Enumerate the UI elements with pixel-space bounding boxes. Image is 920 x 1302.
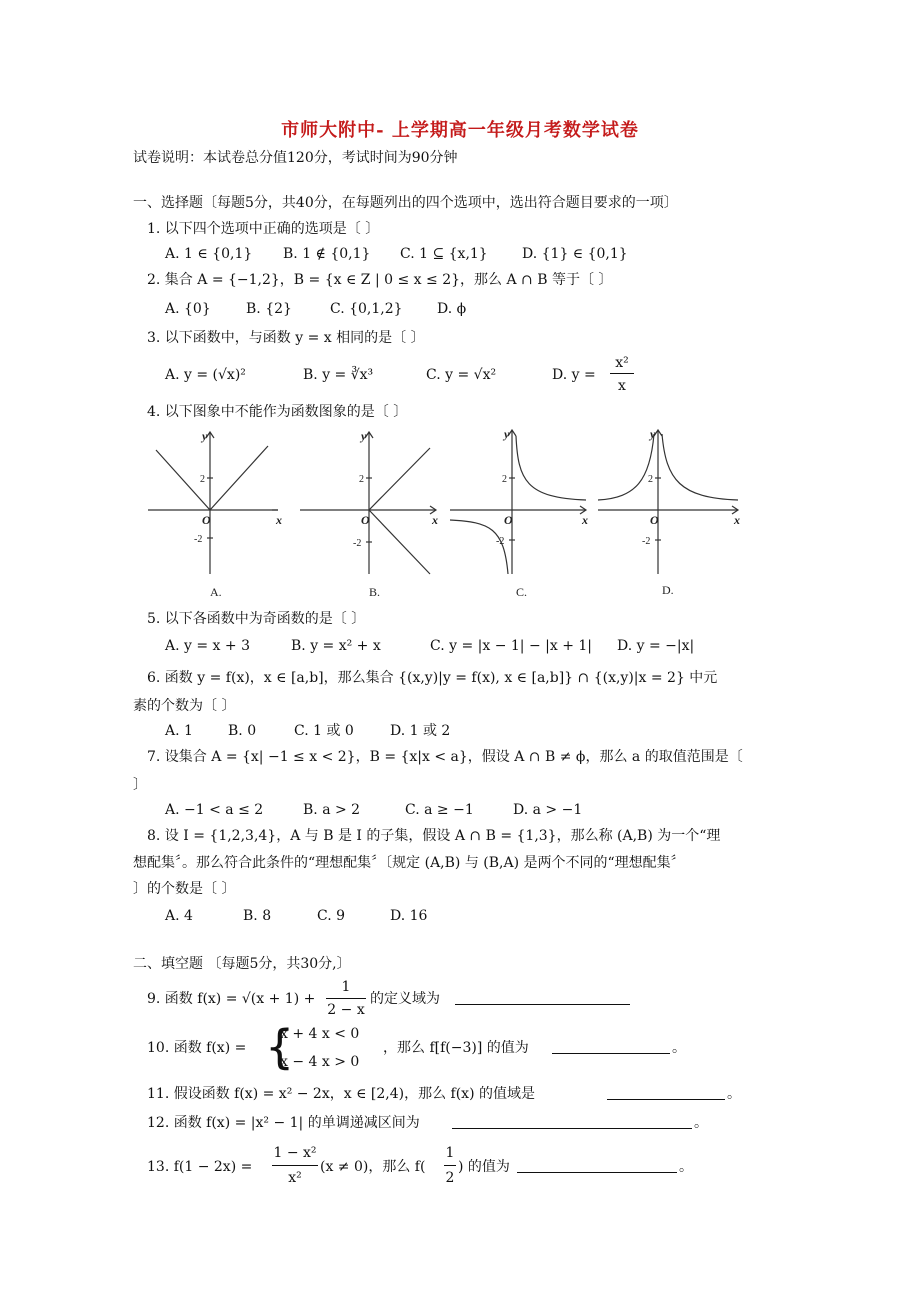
q6-option-d: D. 1 或 2 (390, 723, 451, 739)
q7-option-d: D. a > −1 (513, 802, 583, 818)
q8-line-3: 〕的个数是〔 〕 (133, 881, 236, 897)
q13-numerator: 1 − x² (273, 1145, 317, 1161)
graph-a (148, 432, 278, 574)
q9-denominator: 2 − x (327, 1002, 365, 1018)
q12-end: 。 (694, 1115, 708, 1131)
q13-fraction-bar (272, 1165, 318, 1166)
q13-prefix: 13. f(1 − 2x) = (147, 1159, 253, 1175)
q9-suffix: 的定义域为 (370, 991, 440, 1007)
q3-option-d-prefix: D. y = (552, 367, 596, 383)
q3-option-c: C. y = √x² (426, 367, 497, 383)
q10-brace: { (265, 1020, 295, 1074)
graph-d (598, 430, 738, 574)
q7-option-b: B. a > 2 (303, 802, 361, 818)
q7-option-c: C. a ≥ −1 (405, 802, 474, 818)
graph-a-tick-neg: -2 (194, 534, 203, 545)
q3-stem: 3. 以下函数中，与函数 y = x 相同的是〔 〕 (147, 330, 425, 346)
q13-answer-blank[interactable] (517, 1158, 677, 1173)
q3-option-a: A. y = (√x)² (165, 367, 246, 383)
graph-b-y-label: y (361, 429, 367, 443)
q2-option-c: C. {0,1,2} (330, 301, 403, 317)
q6-option-a: A. 1 (165, 723, 193, 739)
q12-answer-blank[interactable] (452, 1114, 692, 1129)
q10-end: 。 (672, 1040, 686, 1056)
q12-text: 12. 函数 f(x) = |x² − 1| 的单调递减区间为 (147, 1115, 420, 1131)
q3-option-d-denominator: x (618, 378, 626, 394)
q5-option-b: B. y = x² + x (291, 638, 381, 654)
q6-line-2: 素的个数为〔 〕 (133, 698, 236, 714)
q8-option-c: C. 9 (317, 908, 346, 924)
q10-suffix: ，那么 f[f(−3)] 的值为 (383, 1040, 529, 1056)
graph-b-tick-pos: 2 (359, 474, 364, 485)
graph-c-tick-neg: -2 (496, 536, 505, 547)
q1-option-b: B. 1 ∉ {0,1} (283, 246, 371, 262)
q2-option-a: A. {0} (165, 301, 211, 317)
q2-option-d: D. ϕ (437, 301, 467, 317)
q11-answer-blank[interactable] (607, 1085, 725, 1100)
q5-option-a: A. y = x + 3 (165, 638, 250, 654)
q2-option-b: B. {2} (246, 301, 292, 317)
graph-a-tick-pos: 2 (200, 474, 205, 485)
graph-a-x-label: x (276, 513, 282, 527)
q1-option-a: A. 1 ∈ {0,1} (165, 246, 253, 262)
graph-b-x-label: x (432, 513, 438, 527)
page-title: 市师大附中- 上学期高一年级月考数学试卷 (281, 120, 639, 141)
q2-stem: 2. 集合 A = {−1,2}，B = {x ∈ Z | 0 ≤ x ≤ 2}，那么 A ∩ B 等于〔 〕 (147, 272, 613, 288)
graph-b-tick-neg: -2 (353, 538, 362, 549)
q13-suffix: ) 的值为 (458, 1159, 510, 1175)
section-1-header: 一、选择题〔每题5分，共40分，在每题列出的四个选项中，选出符合题目要求的一项〕 (133, 195, 678, 211)
q5-option-d: D. y = −|x| (617, 638, 695, 654)
q10-case-2: x − 4 x > 0 (280, 1054, 360, 1070)
q8-line-2: 想配集〞。那么符合此条件的“理想配集〞〔规定 (A,B) 与 (B,A) 是两个不同的“理想配集〞 (133, 855, 685, 871)
graph-d-origin: O (650, 513, 659, 527)
q5-stem: 5. 以下各函数中为奇函数的是〔 〕 (147, 611, 366, 627)
q11-end: 。 (727, 1086, 741, 1102)
graph-d-tick-neg: -2 (642, 536, 651, 547)
graph-c-tick-pos: 2 (502, 474, 507, 485)
exam-intro: 试卷说明：本试卷总分值120分，考试时间为90分钟 (133, 150, 458, 166)
q7-line-1: 7. 设集合 A = {x| −1 ≤ x < 2}，B = {x|x < a}，假设 A ∩ B ≠ ϕ，那么 a 的取值范围是〔 (147, 749, 743, 765)
graph-b-origin: O (361, 513, 370, 527)
graph-c (450, 430, 586, 574)
graph-d-y-label: y (650, 427, 656, 441)
graph-a-y-label: y (202, 429, 208, 443)
q3-fraction-bar (610, 373, 634, 374)
q8-option-a: A. 4 (165, 908, 193, 924)
q4-graphs (140, 424, 750, 604)
q10-case-1: x + 4 x < 0 (280, 1026, 360, 1042)
q13-middle: (x ≠ 0)，那么 f( (320, 1159, 426, 1175)
q6-option-c: C. 1 或 0 (294, 723, 354, 739)
graph-c-label: C. (516, 585, 528, 599)
q3-option-d-numerator: x² (615, 355, 629, 371)
q8-option-b: B. 8 (243, 908, 272, 924)
q7-line-2: 〕 (133, 777, 147, 793)
q9-numerator: 1 (341, 979, 351, 995)
section-2-header: 二、填空题 〔每题5分，共30分,〕 (133, 956, 351, 972)
graph-d-x-label: x (734, 513, 740, 527)
q11-text: 11. 假设函数 f(x) = x² − 2x，x ∈ [2,4)，那么 f(x) 的值域是 (147, 1086, 535, 1102)
graph-d-tick-pos: 2 (648, 474, 653, 485)
q9-answer-blank[interactable] (455, 990, 630, 1005)
q4-stem: 4. 以下图象中不能作为函数图象的是〔 〕 (147, 404, 408, 420)
graph-c-x-label: x (582, 513, 588, 527)
q6-line-1: 6. 函数 y = f(x)，x ∈ [a,b]，那么集合 {(x,y)|y = f(x), x ∈ [a,b]} ∩ {(x,y)|x = 2} 中元 (147, 670, 718, 686)
q8-line-1: 8. 设 I = {1,2,3,4}，A 与 B 是 I 的子集，假设 A ∩ B = {1,3}，那么称 (A,B) 为一个“理 (147, 828, 721, 844)
q1-option-d: D. {1} ∈ {0,1} (522, 246, 628, 262)
q10-prefix: 10. 函数 f(x) = (147, 1040, 247, 1056)
graph-a-origin: O (202, 513, 211, 527)
q13-half-bar (444, 1165, 456, 1166)
q13-end: 。 (679, 1159, 693, 1175)
graph-b-label: B. (369, 585, 381, 599)
q6-option-b: B. 0 (228, 723, 257, 739)
graph-c-origin: O (504, 513, 513, 527)
q1-option-c: C. 1 ⊆ {x,1} (400, 246, 488, 262)
q3-option-b: B. y = ∛x³ (303, 367, 374, 383)
graph-d-label: D. (662, 583, 674, 597)
q9-prefix: 9. 函数 f(x) = √(x + 1) + (147, 991, 316, 1007)
q10-answer-blank[interactable] (552, 1039, 670, 1054)
graph-c-y-label: y (504, 427, 510, 441)
q9-fraction-bar (326, 998, 366, 999)
graph-b (300, 432, 436, 574)
q5-option-c: C. y = |x − 1| − |x + 1| (430, 638, 593, 654)
q8-option-d: D. 16 (390, 908, 428, 924)
q7-option-a: A. −1 < a ≤ 2 (165, 802, 264, 818)
graph-a-label: A. (210, 585, 222, 599)
q1-stem: 1. 以下四个选项中正确的选项是〔 〕 (147, 221, 380, 237)
q13-half-numerator: 1 (445, 1145, 455, 1161)
q13-half-denominator: 2 (445, 1170, 455, 1186)
q13-denominator: x² (288, 1170, 302, 1186)
